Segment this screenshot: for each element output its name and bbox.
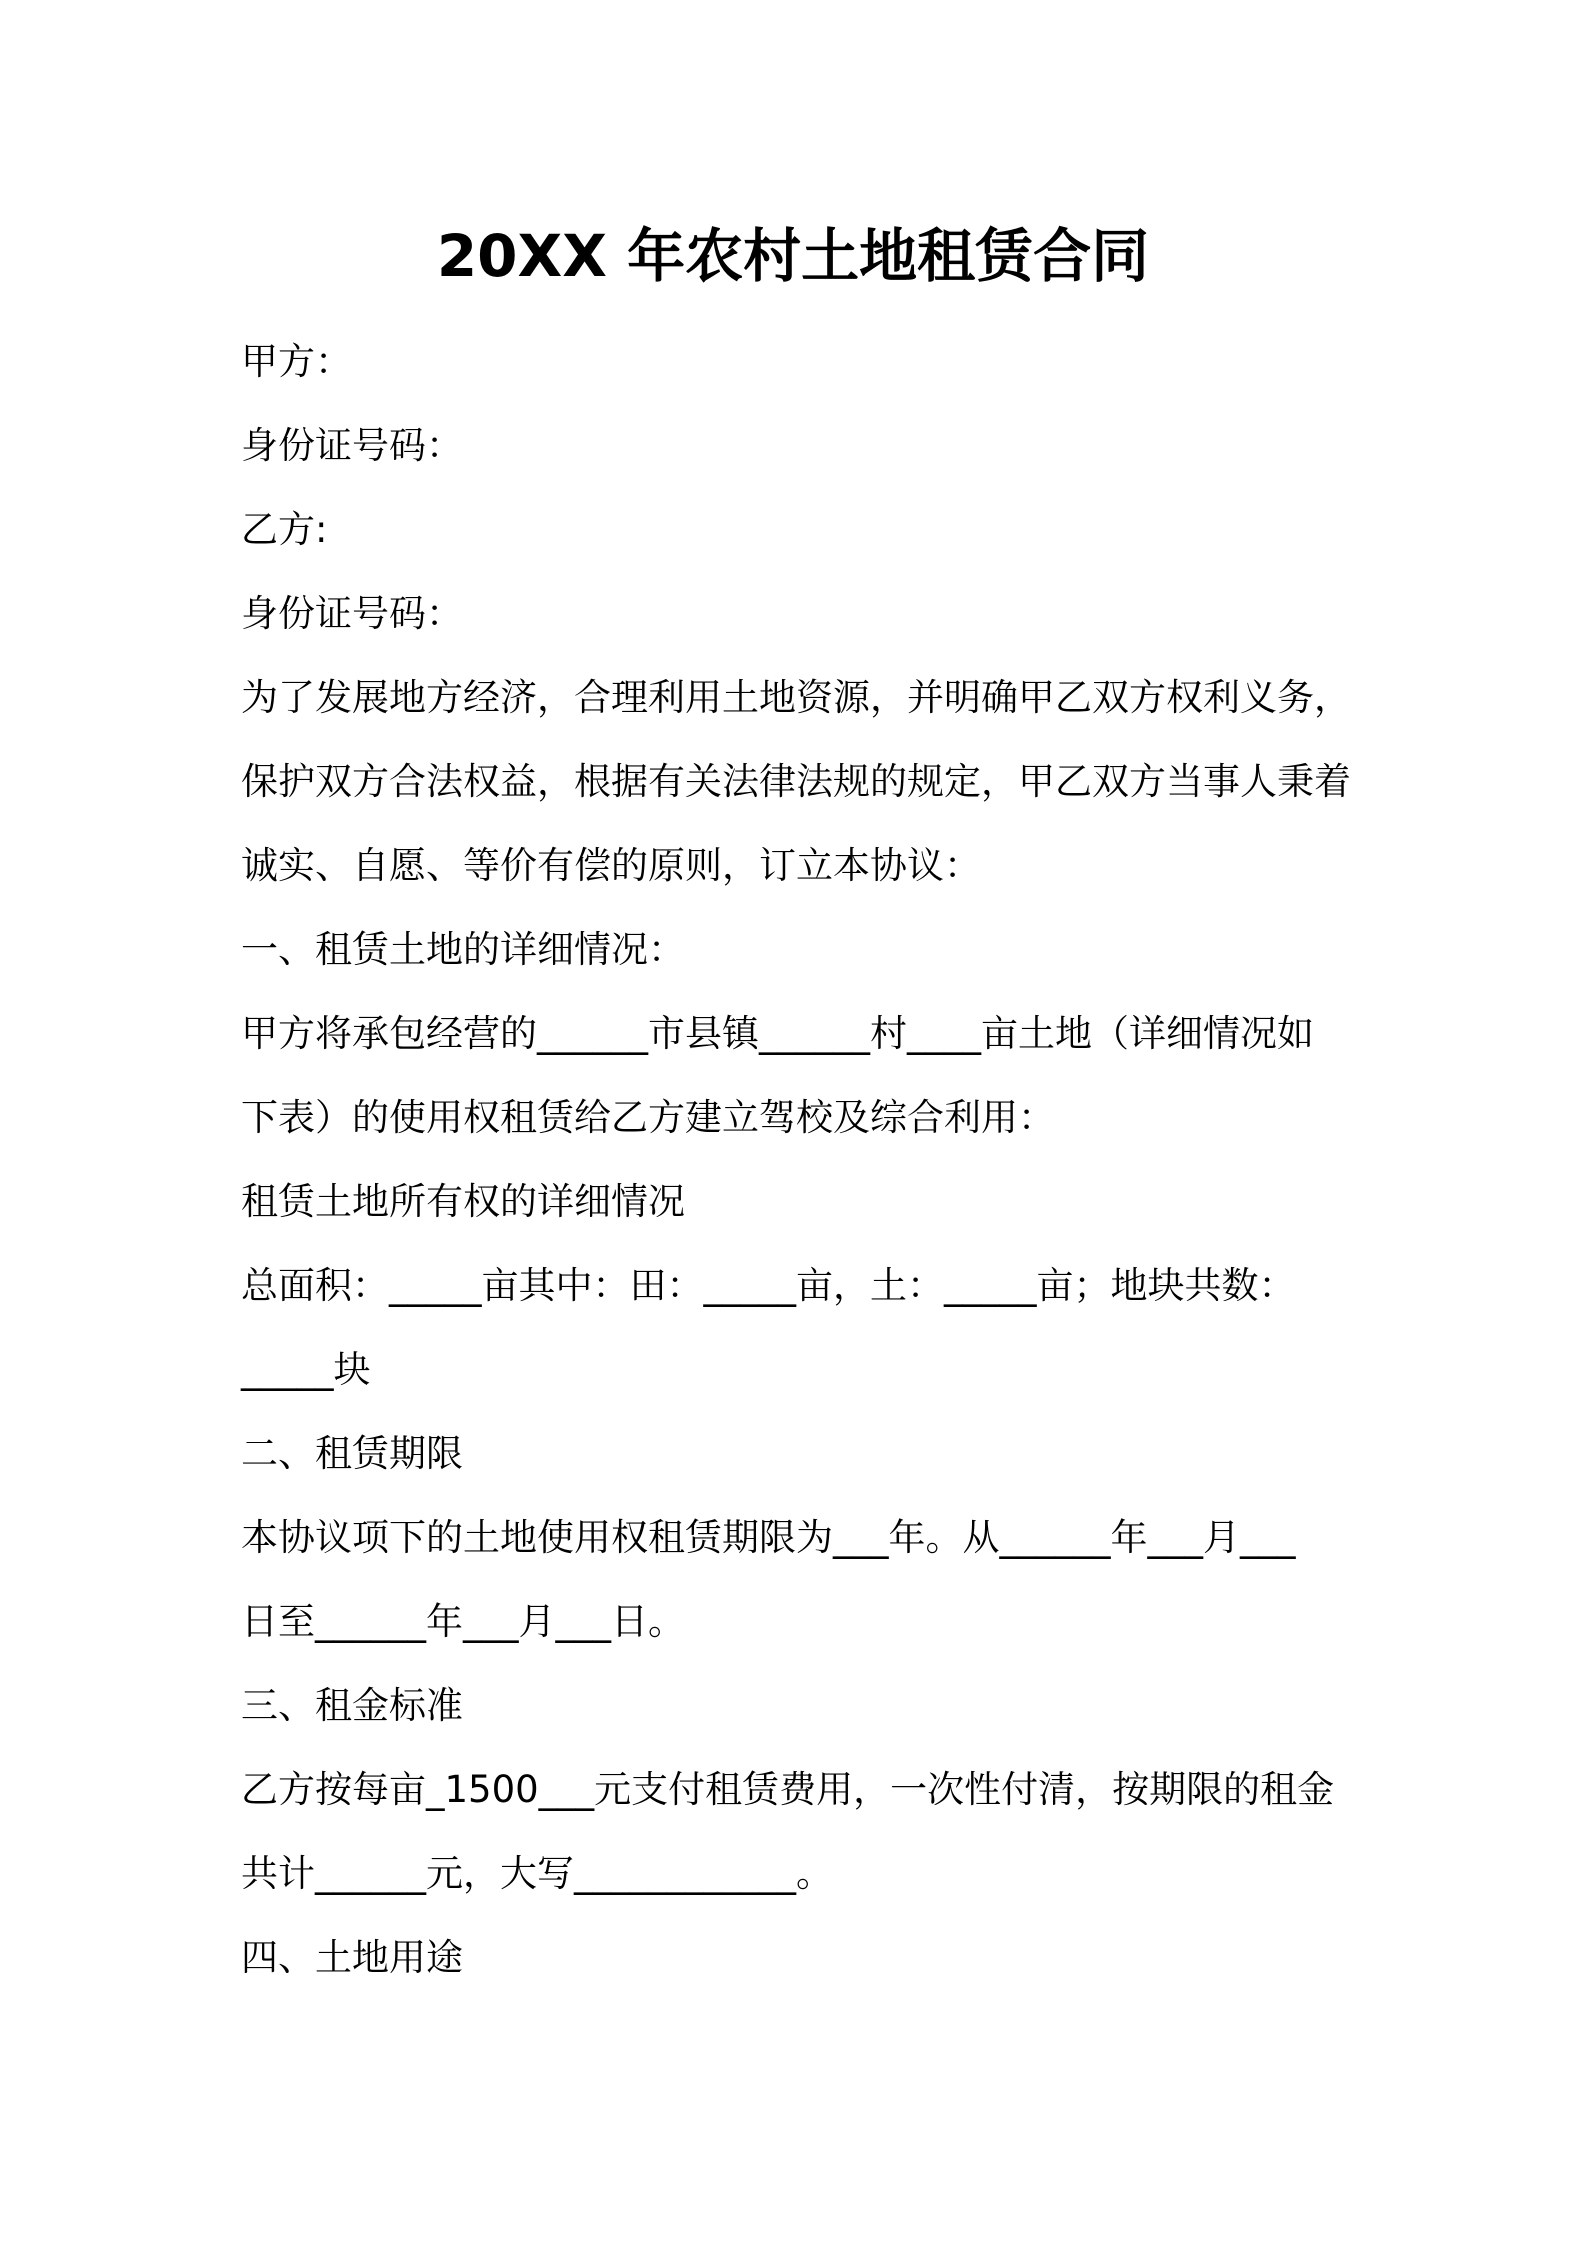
section-1-line-4: 总面积：_____亩其中：田：_____亩，土：_____亩；地块共数： <box>241 1264 1296 1307</box>
party-b-id-line: 身份证号码： <box>241 592 463 635</box>
party-a-line: 甲方： <box>241 340 352 383</box>
section-heading-4: 四、土地用途 <box>241 1936 463 1979</box>
document-body <box>241 320 1361 2000</box>
section-heading-2: 二、租赁期限 <box>241 1432 463 1475</box>
section-heading-1: 一、租赁土地的详细情况： <box>241 928 685 971</box>
preamble-line-1: 为了发展地方经济，合理利用土地资源，并明确甲乙双方权利义务， <box>241 676 1351 719</box>
preamble-line-3: 诚实、自愿、等价有偿的原则，订立本协议： <box>241 844 981 887</box>
section-heading-3: 三、租金标准 <box>241 1684 463 1727</box>
preamble-line-2: 保护双方合法权益，根据有关法律法规的规定，甲乙双方当事人秉着 <box>241 760 1351 803</box>
section-1-line-2: 下表）的使用权租赁给乙方建立驾校及综合利用： <box>241 1096 1055 1139</box>
section-3-line-2: 共计______元，大写____________。 <box>241 1852 833 1895</box>
section-2-line-1: 本协议项下的土地使用权租赁期限为___年。从______年___月___ <box>241 1516 1296 1559</box>
section-1-line-1: 甲方将承包经营的______市县镇______村____亩土地（详细情况如 <box>241 1012 1314 1055</box>
party-a-id-line: 身份证号码： <box>241 424 463 467</box>
document-title: 20XX 年农村土地租赁合同 <box>436 222 1150 290</box>
party-b-line: 乙方: <box>241 508 328 551</box>
section-1-line-3: 租赁土地所有权的详细情况 <box>241 1180 685 1223</box>
section-2-line-2: 日至______年___月___日。 <box>241 1600 685 1643</box>
section-1-line-5: _____块 <box>241 1348 371 1391</box>
section-3-line-1: 乙方按每亩_1500___元支付租赁费用，一次性付清，按期限的租金 <box>241 1768 1335 1811</box>
